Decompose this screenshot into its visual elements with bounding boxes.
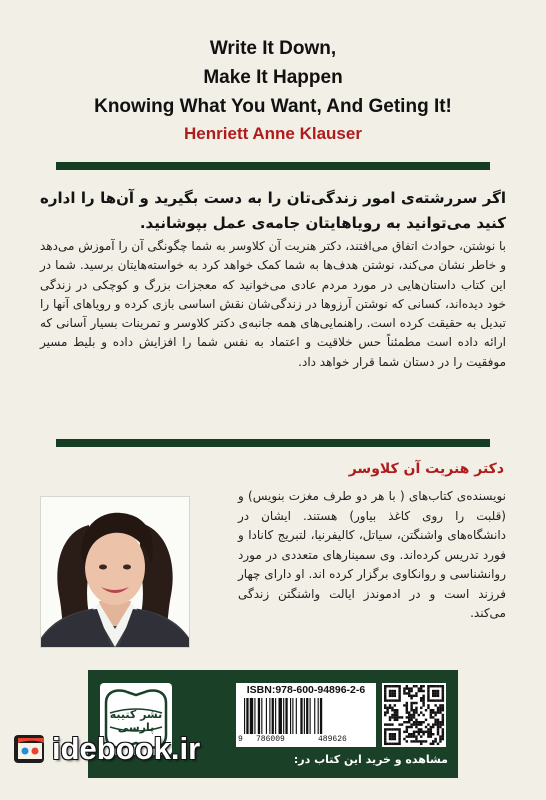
title-line-1: Write It Down, [209,38,337,59]
cover-title-block [0,34,546,144]
barcode [236,683,376,747]
title-line-2: Make It Happen [203,67,343,88]
barcode-digits-left: 786009 [256,735,285,744]
barcode-digit-lead: 9 [238,735,243,744]
idebook-logo-icon [10,729,50,769]
barcode-bars [242,698,370,734]
divider-bar-top [56,162,490,170]
author-photo [40,496,190,648]
isbn-text: ISBN:978-600-94896-2-6 [246,684,366,696]
publisher-name: نشر کتیبه پارسی [109,708,163,734]
author-name-english: Henriett Anne Klauser [184,124,362,143]
barcode-digits-right: 489626 [318,735,347,744]
idebook-watermark[interactable] [10,727,200,771]
qr-code [382,683,446,747]
barcode-digits [236,735,376,746]
author-name-persian: دکتر هنریت آن کلاوسر [348,461,504,477]
watermark-text: idebook.ir [52,731,201,766]
description-paragraph: با نوشتن، حوادث اتفاق می‌افتند، دکتر هنریت آن کلاوسر به شما چگونگی آن را آموزش می‌دهد و خاطر نشان می‌کند، نوشتن هدف‌ها به شما کمک خواهد کرد به خواسته‌هایتان برسید. شما در این کتاب داستان‌هایی در مورد مردم عادی می‌خوانید که معجزات بزرگ و کوچکی در زندگی خود دیده‌اند، کسانی که نوشتن آرزوها در زندگی‌شان نقش اساسی بازی کرده و رویاهای آنها را تبدیل به حقیقت کرده است. راهنمایی‌های همه جانبه‌ی دکتر کلاوسر و تمرینات بسیار آسانی که ارائه داده است مطمئناً حس خلاقیت و اعتماد به نفس شما را افزایش داده و بلیط مسیر موفقیت را در دستان شما قرار خواهد داد. [40,239,506,369]
intro-paragraph: اگر سررشته‌ی امور زندگی‌تان را به دست بگیرید و آن‌ها را اداره کنید می‌توانید به رویاهایتان جامه‌ی عمل بپوشانید. [40,189,506,232]
title-line-3: Knowing What You Want, And Geting It! [94,96,452,117]
author-bio: نویسنده‌ی کتاب‌های ( با هر دو طرف مغزت بنویس) و (قلبت را روی کاغذ بیاور) هستند. ایشان در دانشگاه‌های واشنگتن، سیاتل، کالیفرنیا، لتبریج کانادا و فورد تدریس کرده‌اند. وی سمینارهای متعددی در مورد روانشناسی و روانکاوی برگزار کرده اند. او دارای چهار فرزند است و در ادموندز ایالت واشنگتن زندگی می‌کند. [238,489,506,620]
buy-caption: مشاهده و خرید این کتاب در: [293,753,448,766]
divider-bar-middle [56,439,490,447]
